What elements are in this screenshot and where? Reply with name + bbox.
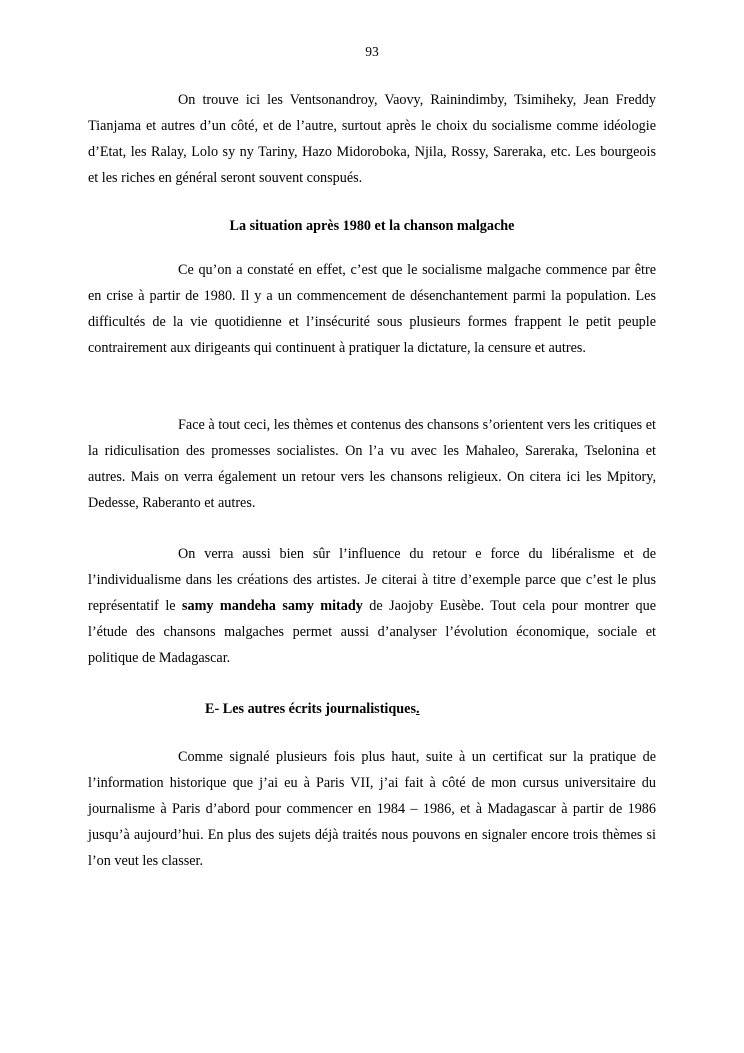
paragraph-liberalism-influence xyxy=(88,541,656,671)
paragraph-text-part: On verra aussi bien sûr l’influence du retour e force du libéralisme et de l’individualisme dans les créations des artistes. Je citerai à titre d’exemple parce que c’est le plus représentatif le xyxy=(88,546,656,615)
section-heading-journalism xyxy=(205,700,420,718)
paragraph-socialism-crisis: Ce qu’on a constaté en effet, c’est que le socialisme malgache commence par être en crise à partir de 1980. Il y a un commencement de désenchantement parmi la population. Les difficultés de la vie quotidienne et l’insécurité sous plusieurs formes frappent le petit peuple contrairement aux dirigeants qui continuent à pratiquer la dictature, la censure et autres. xyxy=(88,262,656,357)
section-heading-after-1980: La situation après 1980 et la chanson malgache xyxy=(229,218,515,234)
paragraph-text-part: de Jaojoby Eusèbe. Tout cela pour montrer que l’étude des chansons malgaches permet aussi d’analyser l’évolution économique, sociale et politique de Madagascar. xyxy=(88,598,657,667)
paragraph-song-themes: Face à tout ceci, les thèmes et contenus des chansons s’orientent vers les critiques et la ridiculisation des promesses socialistes. On l’a vu avec les Mahaleo, Sareraka, Tselonina et autres. Mais on verra également un retour vers les chansons religieux. On citera ici les Mpitory, Dedesse, Raberanto et autres. xyxy=(88,417,656,512)
section-heading-period: . xyxy=(415,701,420,717)
page-number: 93 xyxy=(365,44,379,59)
section-heading-text: E- Les autres écrits journalistiques xyxy=(205,701,416,717)
song-title: samy mandeha samy mitady xyxy=(181,598,363,615)
paragraph-journalism-career: Comme signalé plusieurs fois plus haut, suite à un certificat sur la pratique de l’information historique que j’ai eu à Paris VII, j’ai fait à côté de mon cursus universitaire du journalisme à Paris d’abord pour commencer en 1984 – 1986, et à Madagascar à partir de 1986 jusqu’à aujourd’hui. En plus des sujets déjà traités nous pouvons en signaler encore trois thèmes si l’on veut les classer. xyxy=(88,749,656,870)
paragraph-artists-list: On trouve ici les Ventsonandroy, Vaovy, Rainindimby, Tsimiheky, Jean Freddy Tianjama et autres d’un côté, et de l’autre, surtout après le choix du socialisme comme idéologie d’Etat, les Ralay, Lolo sy ny Tariny, Hazo Midoroboka, Njila, Rossy, Sareraka, etc. Les bourgeois et les riches en général seront souvent conspués. xyxy=(88,92,656,187)
